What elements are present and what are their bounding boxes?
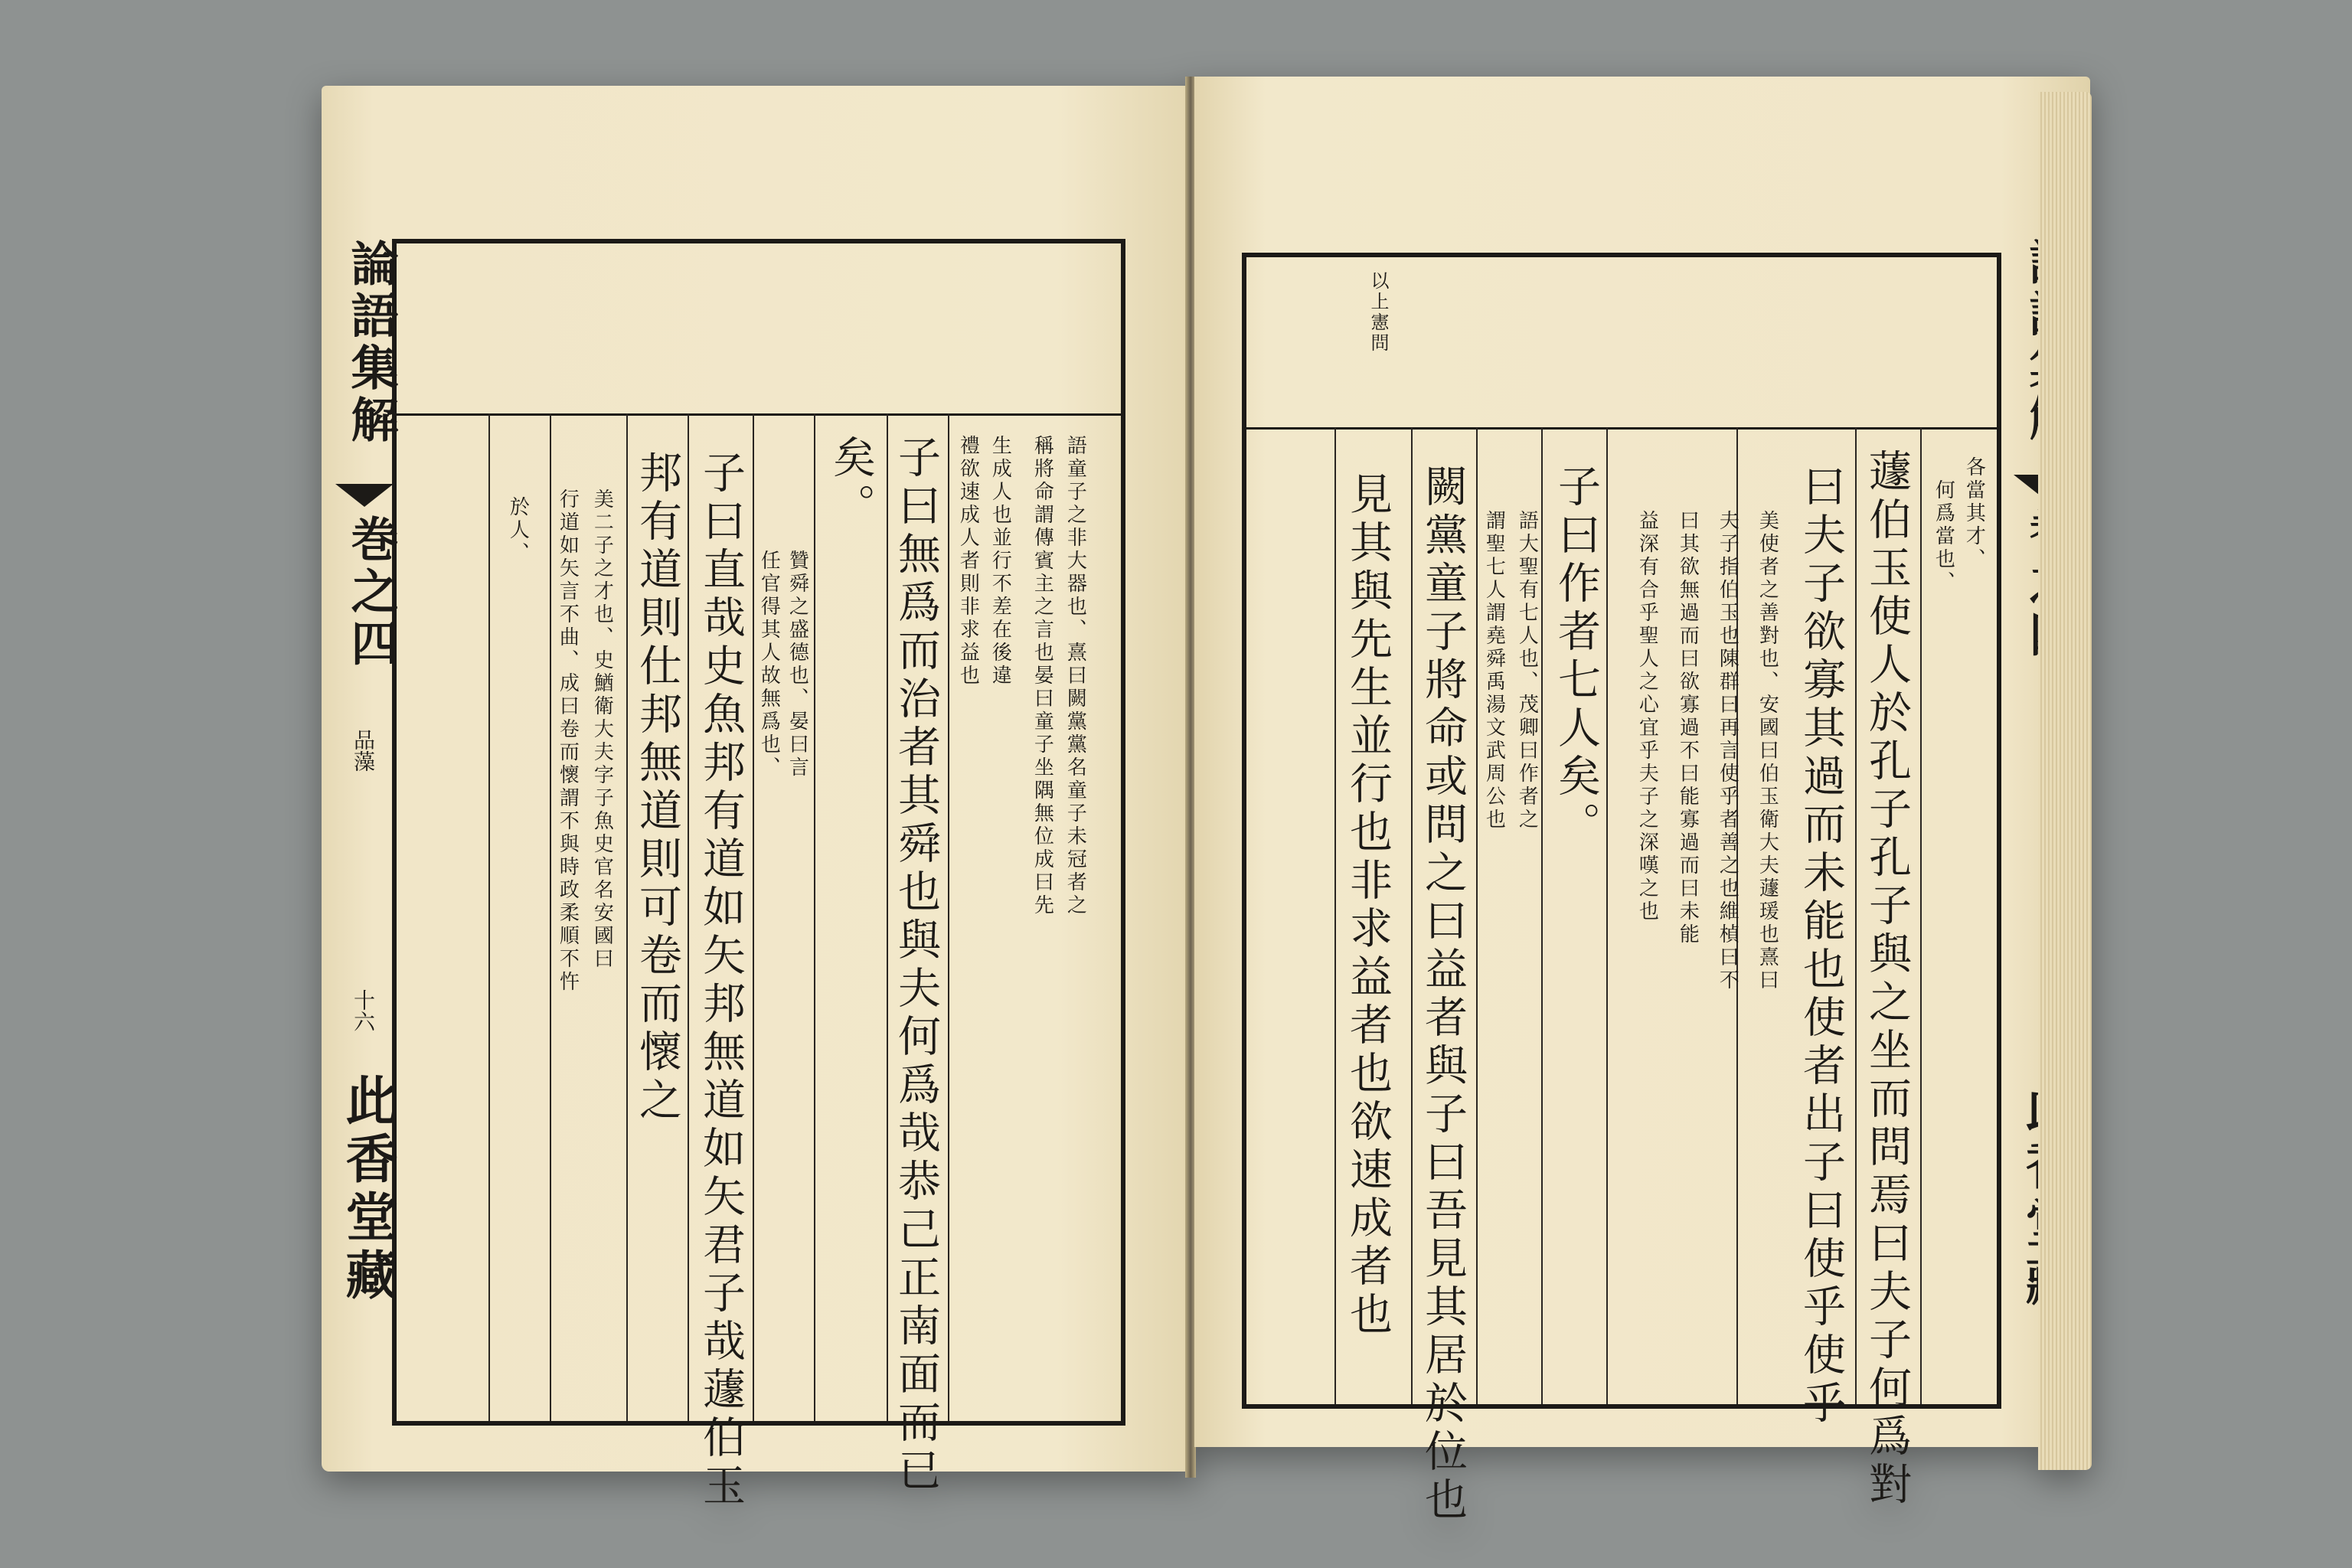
right-col-10: 語大聖有七人也、茂卿曰作者之: [1515, 510, 1539, 831]
right-col-2: 何爲當也、: [1932, 479, 1955, 594]
left-text-frame: [392, 239, 1125, 1511]
left-col-6: 矣。: [826, 435, 876, 531]
left-col-13: 於人、: [506, 496, 530, 565]
left-margin-chapter: 品藻: [351, 729, 376, 772]
right-text-frame: [1242, 253, 2001, 1525]
left-col-5: 子曰無爲而治者其舜也與夫何爲哉恭己正南面而已: [891, 435, 941, 1496]
left-page: [322, 86, 1187, 1511]
right-col-9: 子曰作者七人矣。: [1551, 464, 1601, 850]
right-head-band: [1246, 257, 1997, 430]
right-col-12: 闕黨童子將命或問之曰益者與子曰吾見其居於位也: [1418, 464, 1468, 1525]
left-col-1: 語童子之非大器也、熹曰闕黨黨名童子未冠者之: [1063, 435, 1087, 917]
left-col-10: 邦有道則仕邦無道則可卷而懷之: [632, 450, 682, 1125]
left-margin-collector: 此香堂藏: [337, 1073, 398, 1306]
left-col-12: 行道如矢言不曲、成曰卷而懷謂不與時政柔順不忤: [556, 488, 580, 994]
right-page: [1194, 77, 2090, 1525]
left-col-8: 任官得其人故無爲也、: [757, 550, 781, 779]
left-col-7: 贊舜之盛德也、晏曰言: [786, 550, 809, 779]
right-col-1: 各當其才、: [1962, 456, 1986, 571]
page-fore-edge: [2038, 92, 2092, 1470]
left-margin-volume: 巻之四: [343, 514, 399, 671]
left-margin-title: 論語集解: [343, 239, 399, 447]
right-col-5: 美使者之善對也、安國曰伯玉衛大夫蘧瑗也熹曰: [1756, 510, 1779, 992]
open-book: [322, 77, 2090, 1525]
left-margin-folio: 十六: [351, 989, 376, 1032]
right-col-13: 見其與先生並行也非求益者也欲速成者也: [1343, 472, 1393, 1340]
left-col-4: 禮欲速成人者則非求益也: [956, 435, 980, 688]
right-col-11: 謂聖七人謂堯舜禹湯文武周公也: [1482, 510, 1506, 831]
left-fish-tail-mark: [335, 484, 394, 507]
right-head-note: 以上憲問: [1367, 271, 1389, 354]
left-col-3: 生成人也並行不差在後違: [988, 435, 1012, 688]
left-col-11: 美二子之才也、史鰌衛大夫字子魚史官名安國曰: [590, 488, 614, 971]
right-col-3: 蘧伯玉使人於孔子孔子與之坐而問焉曰夫子何爲對: [1862, 449, 1912, 1510]
left-col-9: 子曰直哉史魚邦有道如矢邦無道如矢君子哉蘧伯玉: [696, 450, 746, 1511]
right-col-8: 益深有合乎聖人之心宜乎夫子之深嘆之也: [1635, 510, 1659, 923]
right-col-6: 夫子指伯玉也陳群曰再言使乎者善之也維楨曰不: [1716, 510, 1740, 992]
right-col-4: 曰夫子欲寡其過而未能也使者出子曰使乎使乎: [1796, 464, 1846, 1429]
left-col-2: 稱將命謂傳賓主之言也晏曰童子坐隅無位成曰先: [1031, 435, 1054, 917]
right-col-7: 曰其欲無過而曰欲寡過不曰能寡過而曰未能: [1676, 510, 1700, 946]
left-head-band: [397, 243, 1121, 416]
